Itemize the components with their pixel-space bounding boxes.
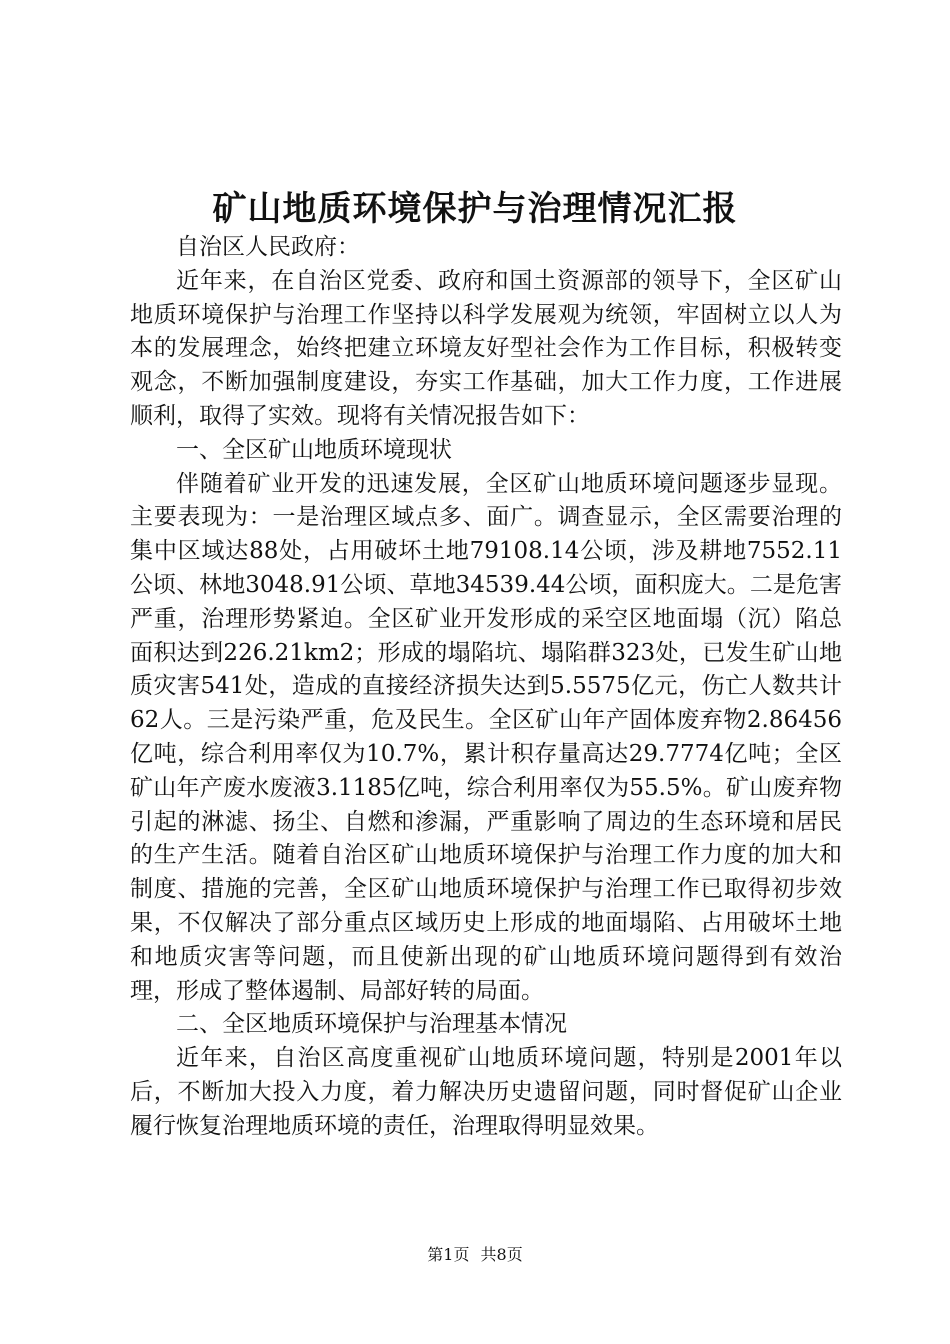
page-number-total: 共8页 xyxy=(480,1245,523,1264)
section-heading-2: 二、全区地质环境保护与治理基本情况 xyxy=(176,1011,567,1038)
section-heading-1: 一、全区矿山地质环境现状 xyxy=(176,436,452,463)
body-paragraph: 伴随着矿业开发的迅速发展，全区矿山地质环境问题逐步显现。主要表现为：一是治理区域点多、面广。调查显示，全区需要治理的集中区域达88处，占用破坏土地79108.14公顷，涉及耕地7552.11公顷、林地3048.91公顷、草地34539.44公顷，面积庞大。二是危害严重，治理形势紧迫。全区矿业开发形成的采空区地面塌（沉）陷总面积达到226.21km2；形成的塌陷坑、塌陷群323处，已发生矿山地质灾害541处，造成的直接经济损失达到5.5575亿元，伤亡人数共计62人。三是污染严重，危及民生。全区矿山年产固体废弃物2.86456亿吨，综合利用率仅为10.7%，累计积存量高达29.7774亿吨；全区矿山年产废水废液3.1185亿吨，综合利用率仅为55.5%。矿山废弃物引起的淋滤、扬尘、自燃和渗漏，严重影响了周边的生态环境和居民的生产生活。随着自治区矿山地质环境保护与治理工作力度的加大和制度、措施的完善，全区矿山地质环境保护与治理工作已取得初步效果，不仅解决了部分重点区域历史上形成的地面塌陷、占用破坏土地和地质灾害等问题，而且使新出现的矿山地质环境问题得到有效治理，形成了整体遏制、局部好转的局面。 xyxy=(130,470,842,1004)
intro-paragraph: 近年来，在自治区党委、政府和国土资源部的领导下，全区矿山地质环境保护与治理工作坚持以科学发展观为统领，牢固树立以人为本的发展理念，始终把建立环境友好型社会作为工作目标，积极转变观念，不断加强制度建设，夯实工作基础，加大工作力度，工作进展顺利，取得了实效。现将有关情况报告如下： xyxy=(130,267,842,429)
body-paragraph: 近年来，自治区高度重视矿山地质环境问题，特别是2001年以后，不断加大投入力度，着力解决历史遗留问题，同时督促矿山企业履行恢复治理地质环境的责任，治理取得明显效果。 xyxy=(130,1045,842,1139)
page-footer xyxy=(0,1244,950,1266)
document-body xyxy=(130,231,842,1144)
page-number-current: 第1页 xyxy=(427,1245,470,1264)
salutation: 自治区人民政府： xyxy=(176,234,360,260)
document-title: 矿山地质环境保护与治理情况汇报 xyxy=(212,189,738,229)
